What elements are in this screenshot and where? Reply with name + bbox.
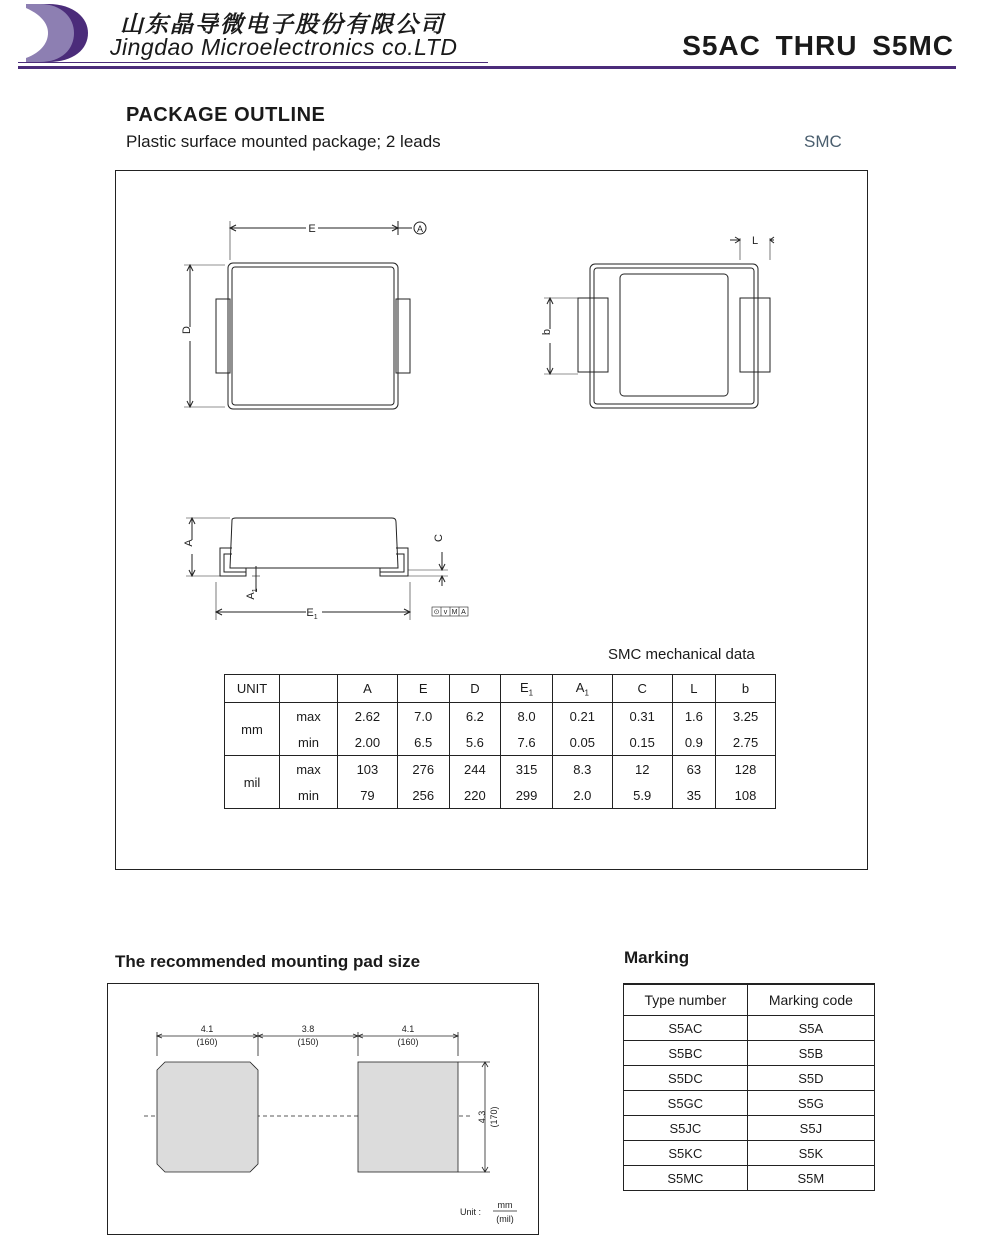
marking-code-cell: S5A (747, 1016, 874, 1041)
type-number-cell: S5JC (624, 1116, 748, 1141)
col-header-D: D (449, 675, 501, 703)
value-cell: 2.75 (716, 729, 776, 756)
pad-width-2-mm: 4.1 (401, 1024, 415, 1034)
company-logo (22, 2, 92, 64)
section-title: PACKAGE OUTLINE (126, 104, 326, 126)
value-cell: 6.2 (449, 703, 501, 730)
value-cell: 8.0 (501, 703, 553, 730)
value-cell: 79 (338, 782, 398, 809)
type-number-cell: S5GC (624, 1091, 748, 1116)
marking-title: Marking (624, 948, 690, 967)
mounting-pad-title: The recommended mounting pad size (115, 952, 421, 971)
value-cell: 220 (449, 782, 501, 809)
value-cell: 276 (397, 756, 449, 783)
dim-label-L: L (751, 235, 759, 247)
table-row (624, 1066, 875, 1091)
marking-table (623, 983, 875, 1191)
table-row (624, 1166, 875, 1191)
mechanical-data-caption: SMC mechanical data (608, 646, 755, 663)
value-cell: 299 (501, 782, 553, 809)
top-view-drawing (180, 215, 440, 415)
type-number-cell: S5AC (624, 1016, 748, 1041)
table-row (624, 1016, 875, 1041)
type-cell: max (280, 756, 338, 783)
value-cell: 7.6 (501, 729, 553, 756)
table-row (225, 782, 776, 809)
tol-cell-3: M (451, 609, 458, 616)
pad-left (157, 1062, 258, 1172)
unit-cell: mil (225, 756, 280, 809)
document-title: S5AC THRU S5MC (682, 30, 954, 61)
col-header-C: C (612, 675, 672, 703)
value-cell: 6.5 (397, 729, 449, 756)
value-cell: 12 (612, 756, 672, 783)
mounting-pad-drawing (140, 1018, 535, 1230)
dim-label-D: D (181, 326, 193, 334)
side-view-drawing (180, 510, 480, 625)
tol-cell-4: A (461, 609, 466, 616)
type-cell: min (280, 782, 338, 809)
tol-cell-2: v (443, 609, 448, 616)
value-cell: 0.21 (552, 703, 612, 730)
pad-height-mil: (170) (489, 1106, 499, 1128)
table-row (624, 1141, 875, 1166)
type-number-cell: S5KC (624, 1141, 748, 1166)
col-header-E: E (397, 675, 449, 703)
value-cell: 128 (716, 756, 776, 783)
value-cell: 5.9 (612, 782, 672, 809)
type-number-cell: S5DC (624, 1066, 748, 1091)
col-header-L: L (672, 675, 715, 703)
type-header (280, 675, 338, 703)
col-header-A: A (338, 675, 398, 703)
tolerance-frame (432, 607, 468, 616)
value-cell: 0.15 (612, 729, 672, 756)
unit-header: UNIT (225, 675, 280, 703)
pad-height-mm: 4.3 (477, 1110, 487, 1124)
value-cell: 5.6 (449, 729, 501, 756)
pad-width-1-mm: 4.1 (200, 1024, 214, 1034)
dim-label-A: A (183, 539, 195, 547)
dim-label-E: E (308, 223, 316, 235)
marking-header-row (624, 984, 875, 1016)
value-cell: 0.9 (672, 729, 715, 756)
marking-code-cell: S5G (747, 1091, 874, 1116)
type-cell: min (280, 729, 338, 756)
pad-width-1-mil: (160) (196, 1037, 218, 1047)
value-cell: 2.00 (338, 729, 398, 756)
dim-label-E1: $E_1$ (306, 607, 318, 621)
pad-gap-mil: (150) (297, 1037, 319, 1047)
table-row (225, 756, 776, 783)
marking-code-cell: S5J (747, 1116, 874, 1141)
table-row (225, 729, 776, 756)
value-cell: 3.25 (716, 703, 776, 730)
value-cell: 2.0 (552, 782, 612, 809)
col-header-E1: $E_1$ (501, 675, 553, 703)
value-cell: 7.0 (397, 703, 449, 730)
bottom-view-drawing (540, 230, 790, 415)
marking-code-cell: S5K (747, 1141, 874, 1166)
dim-label-A1: $A_1$ (245, 588, 259, 600)
value-cell: 0.05 (552, 729, 612, 756)
header-thin-rule (18, 62, 488, 63)
table-row (624, 1041, 875, 1066)
value-cell: 108 (716, 782, 776, 809)
unit-legend-label: Unit : (460, 1207, 482, 1217)
type-cell: max (280, 703, 338, 730)
table-row (624, 1091, 875, 1116)
mechanical-data-table (224, 674, 776, 809)
package-tag: SMC (804, 132, 842, 151)
table-row (225, 703, 776, 730)
value-cell: 244 (449, 756, 501, 783)
marking-code-cell: S5M (747, 1166, 874, 1191)
unit-cell: mm (225, 703, 280, 756)
marking-code-cell: S5B (747, 1041, 874, 1066)
unit-legend-mil: (mil) (496, 1214, 514, 1224)
marking-header-type: Type number (624, 984, 748, 1016)
value-cell: 103 (338, 756, 398, 783)
value-cell: 256 (397, 782, 449, 809)
marking-code-cell: S5D (747, 1066, 874, 1091)
company-name-cn: 山东晶导微电子股份有限公司 (120, 12, 445, 38)
pad-right (358, 1062, 458, 1172)
section-subtitle: Plastic surface mounted package; 2 leads (126, 132, 441, 151)
unit-legend-mm: mm (497, 1200, 513, 1210)
table-header-row (225, 675, 776, 703)
marking-header-code: Marking code (747, 984, 874, 1016)
col-header-b: b (716, 675, 776, 703)
value-cell: 0.31 (612, 703, 672, 730)
value-cell: 35 (672, 782, 715, 809)
header-rule (18, 66, 956, 69)
table-row (624, 1116, 875, 1141)
type-number-cell: S5BC (624, 1041, 748, 1066)
value-cell: 63 (672, 756, 715, 783)
tol-cell-1: ⊙ (433, 609, 440, 616)
value-cell: 1.6 (672, 703, 715, 730)
pad-width-2-mil: (160) (397, 1037, 419, 1047)
value-cell: 8.3 (552, 756, 612, 783)
dim-label-C: C (433, 534, 445, 542)
col-header-A1: $A_1$ (552, 675, 612, 703)
pad-gap-mm: 3.8 (301, 1024, 315, 1034)
company-name-en: Jingdao Microelectronics co.LTD (110, 34, 458, 60)
value-cell: 315 (501, 756, 553, 783)
dim-label-b: b (541, 328, 553, 336)
datum-A-label: A (416, 224, 424, 234)
value-cell: 2.62 (338, 703, 398, 730)
type-number-cell: S5MC (624, 1166, 748, 1191)
